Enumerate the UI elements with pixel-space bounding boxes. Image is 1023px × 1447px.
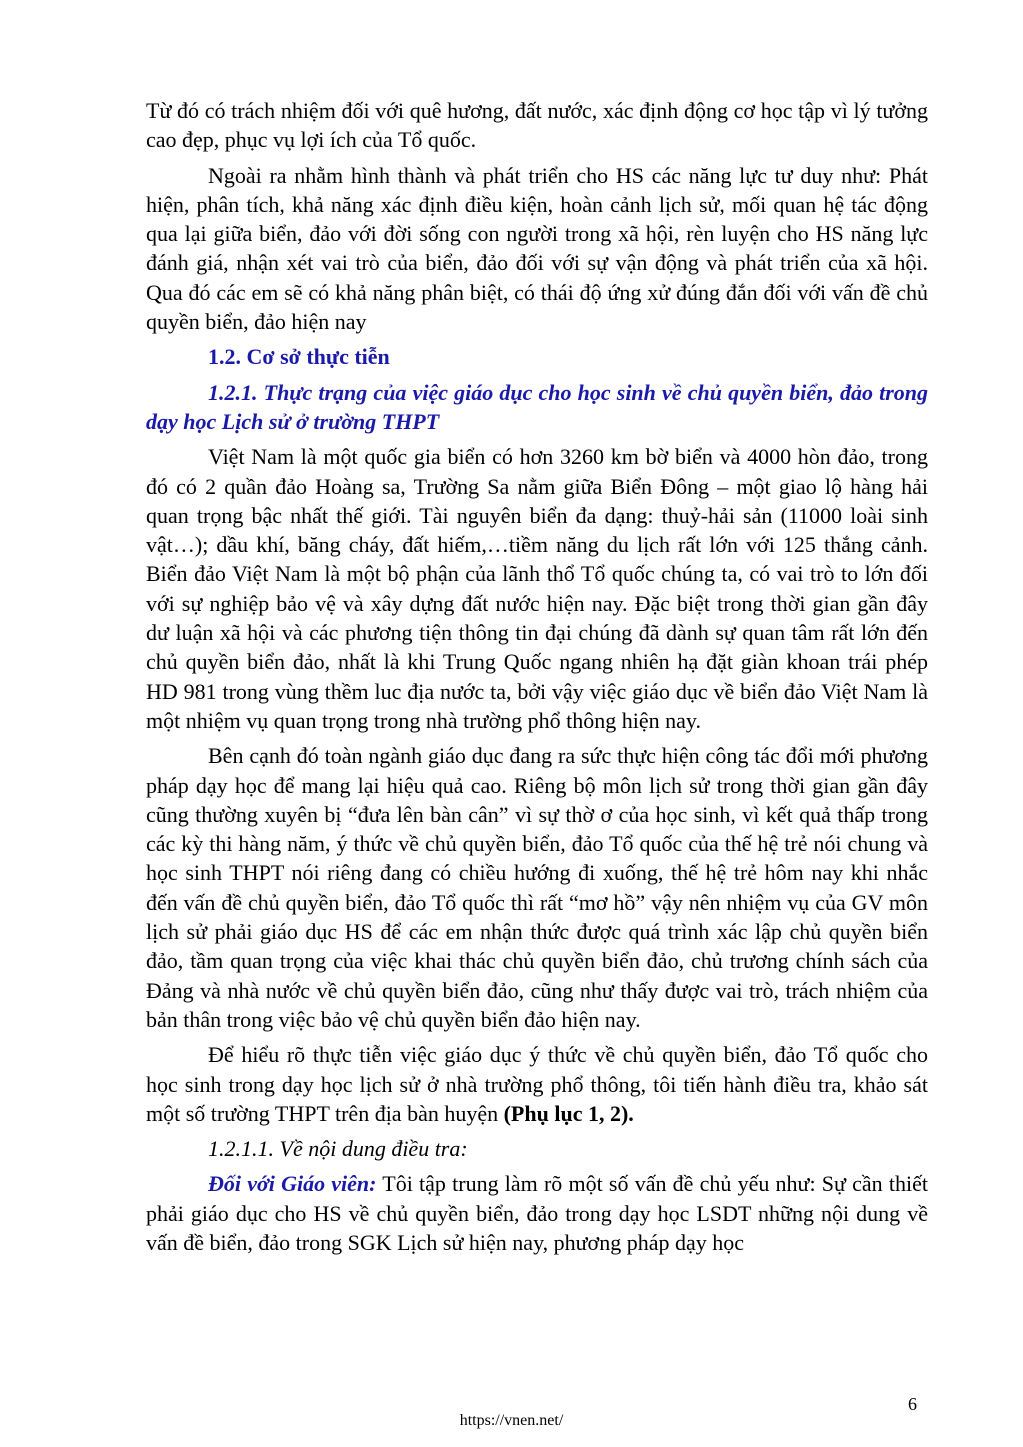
paragraph-thinking-skills: Ngoài ra nhằm hình thành và phát triển cho HS các năng lực tư duy như: Phát hiện, phân tích, khả năng xác định điều kiện, hoàn cảnh lịch sử, mối quan hệ tác động qua lại giữa biển, đảo với đời sống con người trong xã hội, rèn luyện cho HS năng lực đánh giá, nhận xét vai trò của biển, đảo đối với sự vận động và phát triển của xã hội. Qua đó các em sẽ có khả năng phân biệt, có thái độ ứng xử đúng đắn đối với vấn đề chủ quyền biển, đảo hiện nay	[146, 162, 928, 335]
paragraph-survey	[146, 1040, 928, 1128]
appendix-reference: (Phụ lục 1, 2).	[503, 1100, 634, 1126]
teacher-label: Đối với Giáo viên:	[208, 1171, 377, 1197]
subsection-heading-current-status: 1.2.1. Thực trạng của việc giáo dục cho học sinh về chủ quyền biển, đảo trong dạy học Lịch sử ở trường THPT	[146, 379, 928, 434]
paragraph-responsibility: Từ đó có trách nhiệm đối với quê hương, đất nước, xác định động cơ học tập vì lý tưởng cao đẹp, phục vụ lợi ích của Tổ quốc.	[146, 98, 928, 153]
document-body	[146, 96, 928, 1263]
survey-text: Để hiểu rõ thực tiễn việc giáo dục ý thức về chủ quyền biển, đảo Tổ quốc cho học sinh trong dạy học lịch sử ở nhà trường phổ thông, tôi tiến hành điều tra, khảo sát một số trường THPT trên địa bàn huyện	[146, 1042, 928, 1126]
paragraph-teachers	[146, 1169, 928, 1257]
paragraph-vietnam-sea: Việt Nam là một quốc gia biển có hơn 3260 km bờ biển và 4000 hòn đảo, trong đó có 2 quần đảo Hoàng sa, Trường Sa nằm giữa Biển Đông – một giao lộ hàng hải quan trọng bậc nhất thế giới. Tài nguyên biển đa dạng: thuỷ-hải sản (11000 loài sinh vật…); dầu khí, băng cháy, đất hiếm,…tiềm năng du lịch rất lớn với 125 thắng cảnh. Biển đảo Việt Nam là một bộ phận của lãnh thổ Tổ quốc chúng ta, có vai trò to lớn đối với sự nghiệp bảo vệ và xây dựng đất nước hiện nay. Đặc biệt trong thời gian gần đây dư luận xã hội và các phương tiện thông tin đại chúng đã dành sự quan tâm rất lớn đến chủ quyền biển đảo, nhất là khi Trung Quốc ngang nhiên hạ đặt giàn khoan trái phép HD 981 trong vùng thềm luc địa nước ta, bởi vậy việc giáo dục về biển đảo Việt Nam là một nhiệm vụ quan trọng trong nhà trường phổ thông hiện nay.	[146, 444, 928, 733]
paragraph-education-reform: Bên cạnh đó toàn ngành giáo dục đang ra sức thực hiện công tác đổi mới phương pháp dạy học để mang lại hiệu quả cao. Riêng bộ môn lịch sử trong thời gian gần đây cũng thường xuyên bị “đưa lên bàn cân” vì sự thờ ơ của học sinh, vì kết quả thấp trong các kỳ thi hàng năm, ý thức về chủ quyền biển, đảo Tổ quốc của thế hệ trẻ nói chung và học sinh THPT nói riêng đang có chiều hướng đi xuống, thế hệ trẻ hôm nay khi nhắc đến vấn đề chủ quyền biển, đảo Tổ quốc thì rất “mơ hồ” vậy nên nhiệm vụ của GV môn lịch sử phải giáo dục HS để các em nhận thức được quá trình xác lập chủ quyền biển đảo, tầm quan trọng của việc khai thác chủ quyền biển đảo, chủ trương chính sách của Đảng và nhà nước về chủ quyền biển đảo, cũng như thấy được vai trò, trách nhiệm của bản thân trong việc bảo vệ chủ quyền biển đảo hiện nay.	[146, 743, 928, 1032]
footer-url[interactable]: https://vnen.net/	[459, 1412, 564, 1429]
subsubsection-heading-survey-content: 1.2.1.1. Về nội dung điều tra:	[208, 1136, 468, 1162]
section-heading-practical-basis: 1.2. Cơ sở thực tiễn	[208, 344, 390, 370]
teacher-text: Tôi tập trung làm rõ một số vấn đề chủ yếu như: Sự cần thiết phải giáo dục cho HS về chủ quyền biển, đảo trong dạy học LSDT những nội dung về vấn đề biển, đảo trong SGK Lịch sử hiện nay, phương pháp dạy học	[146, 1171, 928, 1255]
page-number: 6	[908, 1394, 917, 1414]
